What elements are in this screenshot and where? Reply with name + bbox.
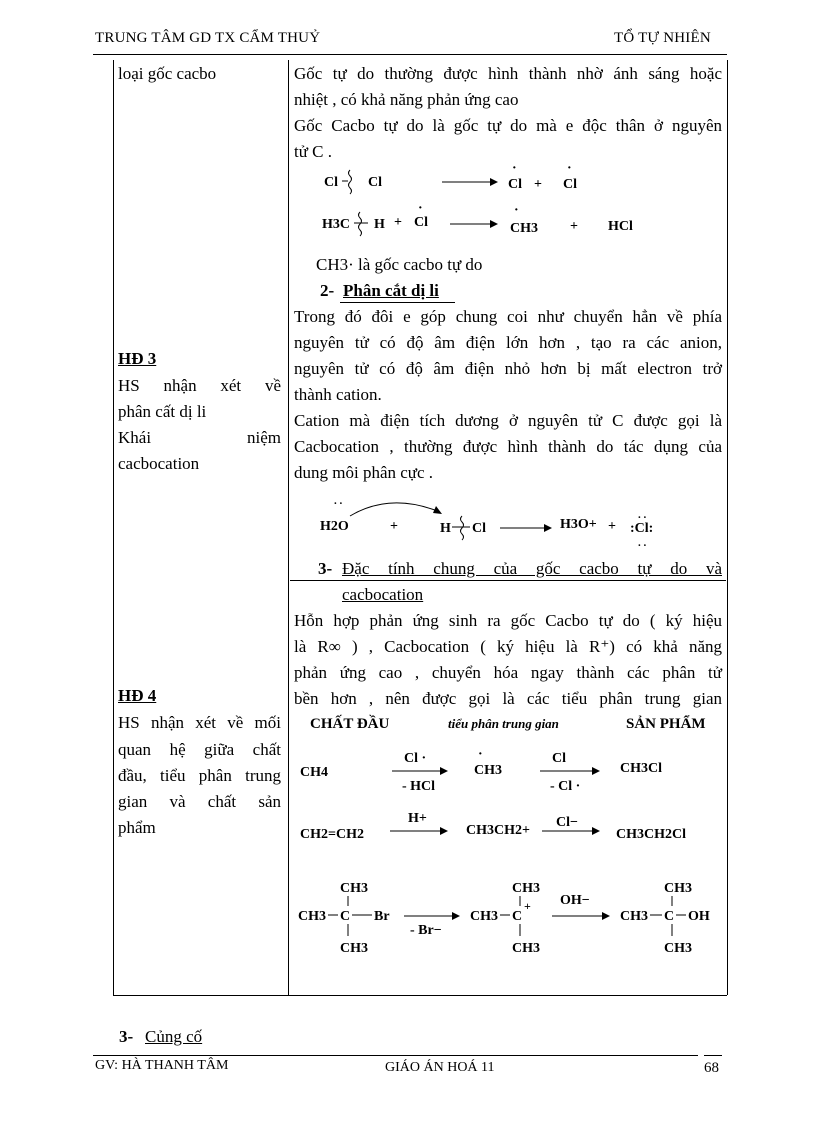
r2-h3c: H3C (322, 217, 350, 232)
section-consolidate-title: Củng cố (145, 1027, 203, 1046)
r6-br: Br (374, 909, 390, 924)
r6-oh: OH (688, 909, 710, 924)
header-right: TỔ TỰ NHIÊN (614, 30, 711, 46)
footer-rule (93, 1055, 698, 1056)
curved-arrow (350, 503, 440, 516)
hd4-line: gian và chất sản (118, 792, 281, 811)
r4-below1: - HCl (402, 779, 436, 794)
table-mid-border (288, 60, 289, 995)
footer-page: 68 (704, 1060, 719, 1076)
hd3-line: HS nhận xét về (118, 376, 281, 395)
positive-charge: + (524, 899, 531, 913)
r5-carbocation: CH3CH2+ (466, 823, 530, 838)
r6-ch3: CH3 (620, 909, 648, 924)
r4-arrowhead (440, 767, 448, 775)
r5-ethene: CH2=CH2 (300, 827, 364, 842)
radical-dot: · (478, 747, 483, 762)
lone-pair: . . (334, 495, 343, 507)
r4-ch3cl: CH3Cl (620, 761, 662, 776)
footer-title: GIÁO ÁN HOÁ 11 (385, 1060, 495, 1075)
col-header-mid: tiểu phân trung gian (448, 716, 559, 731)
curved-arrowhead (433, 506, 442, 514)
para-line: Hỗn hợp phản ứng sinh ra gốc Cacbo tự do ( ký hiệu (294, 611, 722, 630)
r6-ch3: CH3 (512, 941, 540, 956)
r5-above1: H+ (408, 811, 427, 826)
r6-arrowhead (452, 912, 460, 920)
r6-ch3: CH3 (664, 881, 692, 896)
col-header-start: CHẤT ĐẦU (310, 716, 390, 732)
r2-hcl: HCl (608, 219, 633, 234)
r6-arrowhead (602, 912, 610, 920)
para-line: dung môi phân cực . (294, 463, 434, 482)
section-2-box (340, 302, 455, 303)
r5-above2: Cl− (556, 815, 578, 830)
r2-arrowhead (490, 220, 498, 228)
r4-below2: - Cl · (550, 779, 581, 794)
r4-ch3: CH3 (474, 763, 502, 778)
r1-product: Cl (508, 177, 522, 192)
r2-ch3: CH3 (510, 221, 538, 236)
r3-arrowhead (544, 524, 552, 532)
para-line: Gốc Cacbo tự do là gốc tự do mà e độc thân ở nguyên (294, 116, 722, 135)
r2-plus2: + (570, 219, 578, 234)
r4-arrowhead (592, 767, 600, 775)
para-line: Trong đó đôi e góp chung coi như chuyển hẳn về phía (294, 307, 722, 326)
section-3-rule (290, 580, 726, 581)
header-rule (93, 54, 727, 55)
r6-ch3: CH3 (298, 909, 326, 924)
lone-pair: . . (638, 509, 647, 521)
r4-above2: Cl (552, 751, 566, 766)
r3-cl: Cl (472, 521, 486, 536)
para-line: nguyên tử có độ âm điện nhỏ hơn bị mất electron trở (294, 359, 722, 378)
section-consolidate-number: 3- (119, 1027, 134, 1046)
para-line: Cacbocation , thường được hình thành do tác dụng của (294, 437, 722, 456)
table-right-border (727, 60, 728, 995)
section-2-number: 2- (320, 281, 335, 300)
intermediates-scheme (290, 708, 726, 968)
header-left: TRUNG TÂM GD TX CẨM THUỶ (95, 30, 321, 46)
bond-break-wavy (342, 170, 352, 194)
r6-ch3: CH3 (664, 941, 692, 956)
table-left-border (113, 60, 114, 995)
r6-ch3: CH3 (470, 909, 498, 924)
r1-plus: + (534, 177, 542, 192)
left-top-text: loại gốc cacbo (118, 64, 217, 83)
r6-below1: - Br− (410, 923, 442, 938)
r6-c: C (512, 909, 523, 924)
table-bottom-border (113, 995, 727, 996)
para-line: là R∞ ) , Cacbocation ( ký hiệu là R⁺) có khả năng (294, 637, 722, 656)
r1-arrowhead (490, 178, 498, 186)
r3-plus2: + (608, 519, 616, 534)
r6-above2: OH− (560, 893, 590, 908)
r4-ch4: CH4 (300, 765, 328, 780)
hd4-title: HĐ 4 (118, 686, 157, 705)
r5-arrowhead (440, 827, 448, 835)
radical-dot: · (418, 201, 423, 216)
bond-break-wavy (354, 212, 368, 236)
hd4-line: đầu, tiểu phân trung (118, 766, 281, 785)
para-line: bền hơn , nên được gọi là các tiểu phân trung gian (294, 689, 722, 708)
section-3-number: 3- (318, 559, 333, 578)
r4-above1: Cl · (404, 751, 427, 766)
hd3-word: Khái (118, 428, 152, 447)
para-line: nguyên tử có độ âm điện lớn hơn , tạo ra các anion, (294, 333, 722, 352)
section-2-title: Phân cắt dị li (343, 281, 439, 300)
radical-dot: · (567, 161, 572, 176)
ch3-radical-note: CH3· là gốc cacbo tự do (316, 255, 483, 274)
hd4-line: HS nhận xét về mối (118, 713, 281, 732)
heterolysis-reaction (290, 490, 726, 554)
r6-c: C (340, 909, 351, 924)
footer-teacher: GV: HÀ THANH TÂM (95, 1058, 229, 1073)
footer-rule-short (704, 1055, 722, 1056)
para-line: Gốc tự do thường được hình thành nhờ ánh sáng hoặc (294, 64, 722, 83)
r6-ch3: CH3 (512, 881, 540, 896)
r3-h: H (440, 521, 451, 536)
r1-product: Cl (563, 177, 577, 192)
hd3-line: cacbocation (118, 454, 200, 473)
hd4-line: quan hệ giữa chất (118, 740, 281, 759)
r3-plus: + (390, 519, 398, 534)
r5-arrowhead (592, 827, 600, 835)
hd3-line (118, 425, 281, 451)
section-3-title: cacbocation (342, 585, 424, 604)
radical-dot: · (512, 161, 517, 176)
r5-product: CH3CH2Cl (616, 827, 686, 842)
hd3-word: niệm (247, 428, 281, 447)
para-line: Cation mà điện tích dương ở nguyên tử C được gọi là (294, 411, 722, 430)
col-header-end: SẢN PHẨM (626, 716, 706, 732)
r6-c: C (664, 909, 675, 924)
r6-ch3: CH3 (340, 941, 368, 956)
r2-cl: Cl (414, 215, 428, 230)
r1-right: Cl (368, 175, 382, 190)
r2-plus: + (394, 215, 402, 230)
r6-ch3: CH3 (340, 881, 368, 896)
homolysis-reactions (290, 160, 726, 250)
r3-cl-anion: :Cl: (630, 521, 654, 536)
para-line: tử C . (294, 142, 333, 161)
hd3-line: phân cất dị li (118, 402, 207, 421)
r2-h: H (374, 217, 385, 232)
para-line: thành cation. (294, 385, 382, 404)
r1-left: Cl (324, 175, 338, 190)
r3-h3o: H3O+ (560, 517, 597, 532)
section-3-title: Đặc tính chung của gốc cacbo tự do và (342, 559, 722, 578)
radical-dot: · (514, 203, 519, 218)
r3-h2o: H2O (320, 519, 349, 534)
bond-break-wavy (452, 516, 470, 540)
para-line: nhiệt , có khả năng phản ứng cao (294, 90, 519, 109)
hd4-line: phẩm (118, 818, 156, 837)
hd3-title: HĐ 3 (118, 349, 157, 368)
lone-pair: . . (638, 537, 647, 549)
para-line: phản ứng cao , chuyển hóa ngay thành các phân tử (294, 663, 722, 682)
